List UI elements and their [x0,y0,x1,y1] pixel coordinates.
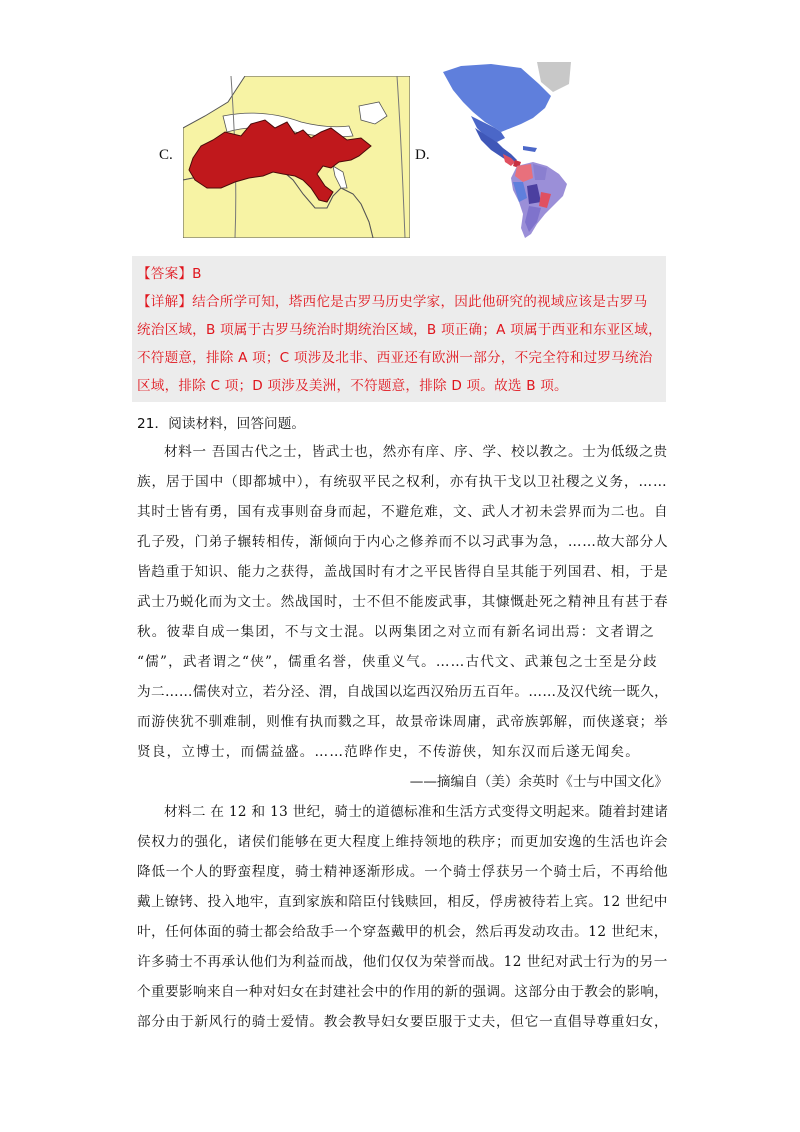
material-one-line: “儒”，武者谓之“侠”，儒重名誉，侠重义气。……古代文、武兼包之士至是分歧 [137,654,658,670]
material-two-line: 降低一个人的野蛮程度，骑士精神逐渐形成。一个骑士俘获另一个骑士后，不再给他 [137,864,669,880]
material-one-line: 秋。彼辈自成一集团，不与文士混。以两集团之对立而有新名词出焉：文者谓之 [137,624,655,640]
material-two-line: 材料二 在 12 和 13 世纪，骑士的道德标准和生活方式变得文明起来。随着封建诸 [164,804,669,820]
material-one-line: 贤良，立博士，而儒益盛。……范晔作史，不传游侠，知东汉而后遂无闻矣。 [137,744,640,760]
material-two-line: 部分由于新风行的骑士爱情。教会教导妇女要臣服于丈夫，但它一直倡导尊重妇女， [137,1014,669,1030]
option-c-map [183,76,410,238]
material-one-source: ——摘编自（美）余英时《士与中国文化》 [409,774,668,790]
map-americas-icon [441,62,573,240]
material-one-line: 材料一 吾国古代之士，皆武士也，然亦有庠、序、学、校以教之。士为低级之贵 [164,444,668,460]
material-two-line: 个重要影响来自一种对妇女在封建社会中的作用的新的强调。这部分由于教会的影响， [137,984,669,1000]
material-one-line: 孔子殁，门弟子辗转相传，渐倾向于内心之修养而不以习武事为急，……故大部分人 [137,534,669,550]
material-two-line: 许多骑士不再承认他们为利益而战，他们仅仅为荣誉而战。12 世纪对武士行为的另一 [137,954,668,970]
answer-line: 【答案】B [137,266,202,282]
material-one-line: 而游侠犹不驯难制，则惟有执而戮之耳，故景帝诛周庸，武帝族郭解，而侠遂衰；举 [137,714,669,730]
explanation-line: 【详解】结合所学可知，塔西佗是古罗马历史学家，因此他研究的视域应该是古罗马 [137,294,648,310]
explanation-line: 不符题意，排除 A 项；C 项涉及北非、西亚还有欧洲一部分，不完全符和过罗马统治 [137,350,653,366]
explanation-line: 区域，排除 C 项；D 项涉及美洲，不符题意，排除 D 项。故选 B 项。 [137,378,568,394]
material-two-line: 侯权力的强化，诸侯们能够在更大程度上维持领地的秩序；而更加安逸的生活也许会 [137,834,669,850]
material-one-line: 族，居于国中（即都城中），有统驭平民之权利，亦有执干戈以卫社稷之义务，…… [137,474,668,490]
option-d-label: D. [415,147,430,163]
material-two-line: 叶，任何体面的骑士都会给敌手一个穿盔戴甲的机会，然后再发动攻击。12 世纪末， [137,924,668,940]
material-one-line: 为二……儒侠对立，若分泾、渭，自战国以迄西汉殆历五百年。……及汉代统一既久， [137,684,669,700]
material-one-line: 武士乃蜕化而为文士。然战国时，士不但不能废武事，其慷慨赴死之精神且有甚于春 [137,594,669,610]
option-d-map [441,62,573,240]
map-north-africa-middle-east-icon [183,76,410,238]
material-one-line: 其时士皆有勇，国有戎事则奋身而起，不避危难，文、武人才初未尝界而为二也。自 [137,504,669,520]
option-c-label: C. [159,147,173,163]
material-two-line: 戴上镣铐、投入地牢，直到家族和陪臣付钱赎回，相反，俘虏被待若上宾。12 世纪中 [137,894,668,910]
question-header: 21．阅读材料，回答问题。 [137,416,306,432]
material-one-line: 皆趋重于知识、能力之获得，盖战国时有才之平民皆得自呈其能于列国君、相，于是 [137,564,669,580]
explanation-line: 统治区域，B 项属于古罗马统治时期统治区域，B 项正确；A 项属于西亚和东亚区域， [137,322,662,338]
